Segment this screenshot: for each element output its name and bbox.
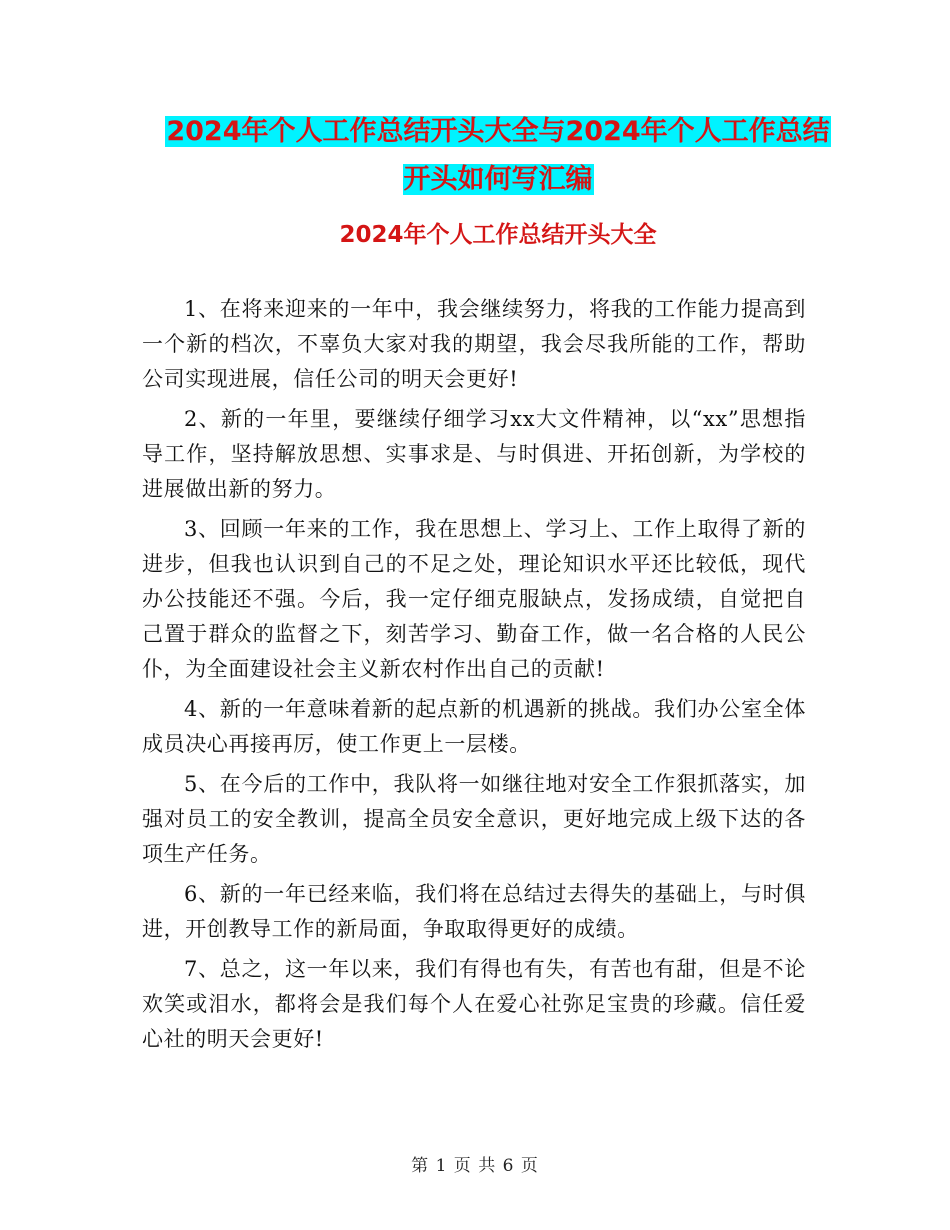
paragraph-3: 3、回顾一年来的工作，我在思想上、学习上、工作上取得了新的进步，但我也认识到自己的不足之处，理论知识水平还比较低，现代办公技能还不强。今后，我一定仔细克服缺点，发扬成绩，自觉把自己置于群众的监督之下，刻苦学习、勤奋工作，做一名合格的人民公仆，为全面建设社会主义新农村作出自己的贡献! bbox=[142, 517, 806, 681]
paragraph-4: 4、新的一年意味着新的起点新的机遇新的挑战。我们办公室全体成员决心再接再厉，使工作更上一层楼。 bbox=[142, 697, 806, 756]
body-text bbox=[142, 292, 806, 1062]
paragraph-7: 7、总之，这一年以来，我们有得也有失，有苦也有甜，但是不论欢笑或泪水，都将会是我们每个人在爱心社弥足宝贵的珍藏。信任爱心社的明天会更好! bbox=[142, 957, 806, 1051]
paragraph-6: 6、新的一年已经来临，我们将在总结过去得失的基础上，与时俱进，开创教导工作的新局面，争取取得更好的成绩。 bbox=[142, 882, 806, 941]
document-title bbox=[140, 108, 856, 204]
section-title: 2024年个人工作总结开头大全 bbox=[339, 222, 657, 248]
paragraph-5: 5、在今后的工作中，我队将一如继往地对安全工作狠抓落实，加强对员工的安全教训，提高全员安全意识，更好地完成上级下达的各项生产任务。 bbox=[142, 772, 806, 866]
title-line-1: 2024年个人工作总结开头大全与2024年个人工作总结 bbox=[166, 116, 830, 147]
paragraph-1: 1、在将来迎来的一年中，我会继续努力，将我的工作能力提高到一个新的档次，不辜负大家对我的期望，我会尽我所能的工作，帮助公司实现进展，信任公司的明天会更好! bbox=[142, 297, 806, 391]
paragraph-2: 2、新的一年里，要继续仔细学习xx大文件精神，以“xx”思想指导工作，坚持解放思想、实事求是、与时俱进、开拓创新，为学校的进展做出新的努力。 bbox=[142, 407, 806, 501]
title-line-2: 开头如何写汇编 bbox=[403, 164, 593, 195]
page-footer: 第 1 页 共 6 页 bbox=[411, 1156, 539, 1176]
